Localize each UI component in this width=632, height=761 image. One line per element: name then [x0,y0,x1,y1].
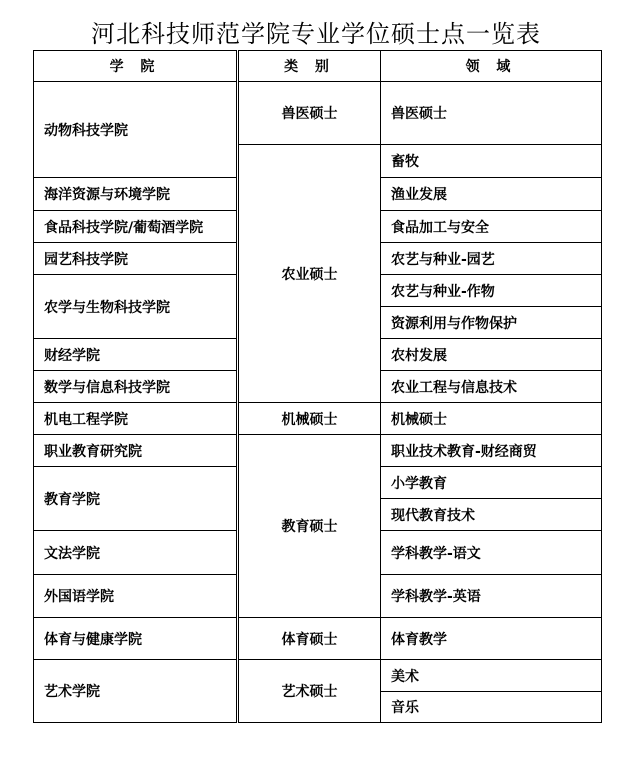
college-cell: 财经学院 [34,339,238,371]
college-cell: 动物科技学院 [34,82,238,178]
field-cell: 机械硕士 [381,403,602,435]
table-row [34,660,602,692]
table-row [34,82,602,145]
field-cell: 体育教学 [381,618,602,660]
college-cell: 外国语学院 [34,575,238,618]
table-row [34,403,602,435]
field-cell: 农艺与种业-园艺 [381,243,602,275]
college-cell: 艺术学院 [34,660,238,723]
category-cell: 体育硕士 [238,618,381,660]
college-cell: 数学与信息科技学院 [34,371,238,403]
college-cell: 体育与健康学院 [34,618,238,660]
field-cell: 现代教育技术 [381,499,602,531]
category-cell: 教育硕士 [238,435,381,618]
category-cell: 机械硕士 [238,403,381,435]
field-cell: 学科教学-语文 [381,531,602,575]
degree-table [33,50,602,723]
field-cell: 资源利用与作物保护 [381,307,602,339]
field-cell: 渔业发展 [381,178,602,211]
page-title: 河北科技师范学院专业学位硕士点一览表 [91,20,541,48]
college-cell: 食品科技学院/葡萄酒学院 [34,211,238,243]
field-cell: 音乐 [381,692,602,723]
category-cell: 艺术硕士 [238,660,381,723]
college-cell: 农学与生物科技学院 [34,275,238,339]
header-category: 类 别 [238,51,381,82]
college-cell: 海洋资源与环境学院 [34,178,238,211]
field-cell: 兽医硕士 [381,82,602,145]
field-cell: 农业工程与信息技术 [381,371,602,403]
table-row [34,618,602,660]
field-cell: 学科教学-英语 [381,575,602,618]
header-college: 学 院 [34,51,238,82]
category-cell: 农业硕士 [238,145,381,403]
field-cell: 农艺与种业-作物 [381,275,602,307]
field-cell: 食品加工与安全 [381,211,602,243]
field-cell: 美术 [381,660,602,692]
category-cell: 兽医硕士 [238,82,381,145]
college-cell: 园艺科技学院 [34,243,238,275]
college-cell: 机电工程学院 [34,403,238,435]
header-row [34,51,602,82]
field-cell: 畜牧 [381,145,602,178]
college-cell: 职业教育研究院 [34,435,238,467]
field-cell: 小学教育 [381,467,602,499]
college-cell: 文法学院 [34,531,238,575]
field-cell: 农村发展 [381,339,602,371]
college-cell: 教育学院 [34,467,238,531]
field-cell: 职业技术教育-财经商贸 [381,435,602,467]
table-row [34,435,602,467]
header-field: 领 域 [381,51,602,82]
